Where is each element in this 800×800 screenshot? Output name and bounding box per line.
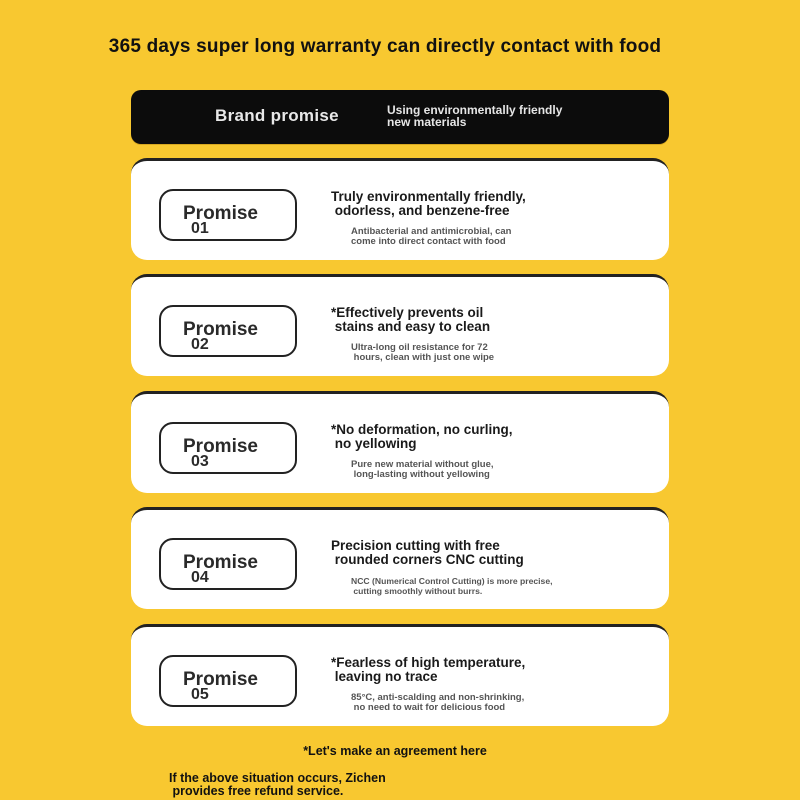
- promise-label: Promise: [183, 552, 258, 573]
- promise-description: 85°C, anti-scalding and non-shrinking, no need to wait for delicious food: [351, 692, 525, 713]
- promise-title: Truly environmentally friendly, odorless, and benzene-free: [331, 189, 526, 218]
- promise-title: *Fearless of high temperature, leaving no trace: [331, 655, 526, 684]
- promise-badge: [159, 655, 297, 707]
- promise-number: 03: [191, 453, 209, 470]
- headline: 365 days super long warranty can directly contact with food: [108, 36, 662, 57]
- promise-description: Pure new material without glue, long-lasting without yellowing: [351, 459, 494, 480]
- promise-badge: [159, 305, 297, 357]
- promise-card-05: [131, 624, 669, 726]
- promise-description: Antibacterial and antimicrobial, can come into direct contact with food: [351, 226, 512, 247]
- promise-description: NCC (Numerical Control Cutting) is more precise, cutting smoothly without burrs.: [351, 576, 553, 596]
- agreement-note: *Let's make an agreement here: [303, 744, 487, 758]
- promise-badge: [159, 189, 297, 241]
- promise-title: *Effectively prevents oil stains and easy to clean: [331, 305, 491, 334]
- promise-badge: [159, 422, 297, 474]
- promise-card-02: [131, 274, 669, 376]
- brand-subtitle: Using environmentally friendly new materials: [387, 103, 563, 129]
- promise-number: 02: [191, 336, 209, 353]
- brand-title: Brand promise: [215, 106, 339, 125]
- promise-title: Precision cutting with free rounded corners CNC cutting: [331, 538, 524, 567]
- promise-card-01: [131, 158, 669, 260]
- promise-title: *No deformation, no curling, no yellowing: [331, 422, 513, 451]
- promise-badge: [159, 538, 297, 590]
- refund-note: If the above situation occurs, Zichen provides free refund service.: [169, 771, 386, 798]
- promise-label: Promise: [183, 669, 258, 690]
- brand-promise-bar: [131, 90, 669, 144]
- promise-label: Promise: [183, 203, 258, 224]
- promise-card-03: [131, 391, 669, 493]
- promise-number: 04: [191, 569, 209, 586]
- promise-number: 05: [191, 686, 209, 703]
- promise-card-04: [131, 507, 669, 609]
- promise-label: Promise: [183, 436, 258, 457]
- promise-label: Promise: [183, 319, 258, 340]
- promise-number: 01: [191, 220, 209, 237]
- promise-description: Ultra-long oil resistance for 72 hours, clean with just one wipe: [351, 342, 495, 363]
